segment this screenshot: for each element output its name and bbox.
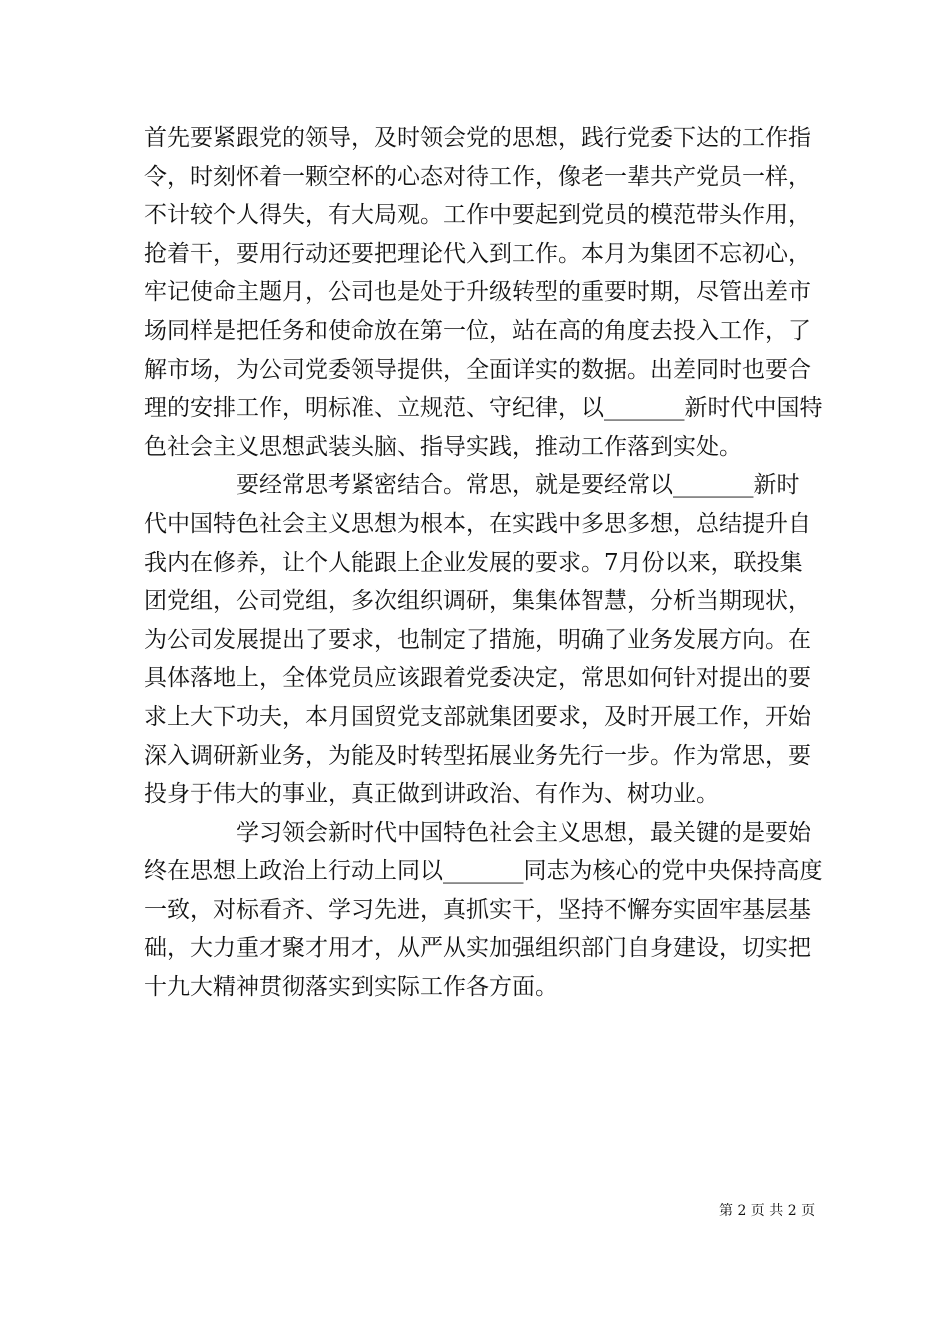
text-line: 理的安排工作，明标准、立规范、守纪律，以_______新时代中国特 — [144, 395, 823, 422]
text-line: 抢着干，要用行动还要把理论代入到工作。本月为集团不忘初心， — [144, 240, 811, 267]
page-number-footer: 第 2 页 共 2 页 — [719, 1203, 816, 1219]
text-line: 一致，对标看齐、学习先进，真抓实干，坚持不懈夯实固牢基层基 — [144, 896, 811, 923]
text-line: 终在思想上政治上行动上同以_______同志为核心的党中央保持高度 — [144, 858, 823, 885]
paragraph-2 — [144, 466, 814, 813]
text-line: 不计较个人得失，有大局观。工作中要起到党员的模范带头作用， — [144, 202, 811, 229]
text-line: 投身于伟大的事业，真正做到讲政治、有作为、树功业。 — [144, 781, 719, 808]
text-line: 令，时刻怀着一颗空杯的心态对待工作，像老一辈共产党员一样， — [144, 163, 811, 190]
text-line: 牢记使命主题月，公司也是处于升级转型的重要时期，尽管出差市 — [144, 279, 811, 306]
text-line: 代中国特色社会主义思想为根本，在实践中多思多想，总结提升自 — [144, 510, 811, 537]
text-line: 解市场，为公司党委领导提供，全面详实的数据。出差同时也要合 — [144, 356, 811, 383]
text-line: 具体落地上，全体党员应该跟着党委决定，常思如何针对提出的要 — [144, 665, 811, 692]
text-line: 为公司发展提出了要求，也制定了措施，明确了业务发展方向。在 — [144, 626, 811, 653]
document-body — [144, 119, 823, 1007]
text-line: 色社会主义思想武装头脑、指导实践，推动工作落到实处。 — [144, 433, 742, 460]
text-line: 求上大下功夫，本月国贸党支部就集团要求，及时开展工作，开始 — [144, 703, 811, 730]
text-line-indented: 要经常思考紧密结合。常思，就是要经常以_______新时 — [236, 472, 800, 499]
text-line: 深入调研新业务，为能及时转型拓展业务先行一步。作为常思，要 — [144, 742, 811, 769]
text-line: 团党组，公司党组，多次组织调研，集集体智慧，分析当期现状， — [144, 588, 811, 615]
text-line: 础，大力重才聚才用才，从严从实加强组织部门自身建设，切实把 — [144, 935, 811, 962]
paragraph-3 — [144, 814, 823, 1007]
text-line: 首先要紧跟党的领导，及时领会党的思想，践行党委下达的工作指 — [144, 125, 811, 151]
text-line-indented: 学习领会新时代中国特色社会主义思想，最关键的是要始 — [236, 819, 811, 846]
text-line: 十九大精神贯彻落实到实际工作各方面。 — [144, 974, 558, 1001]
text-line: 我内在修养，让个人能跟上企业发展的要求。7月份以来，联投集 — [144, 549, 803, 576]
text-line: 场同样是把任务和使命放在第一位，站在高的角度去投入工作，了 — [144, 317, 811, 344]
paragraph-1 — [144, 119, 823, 466]
